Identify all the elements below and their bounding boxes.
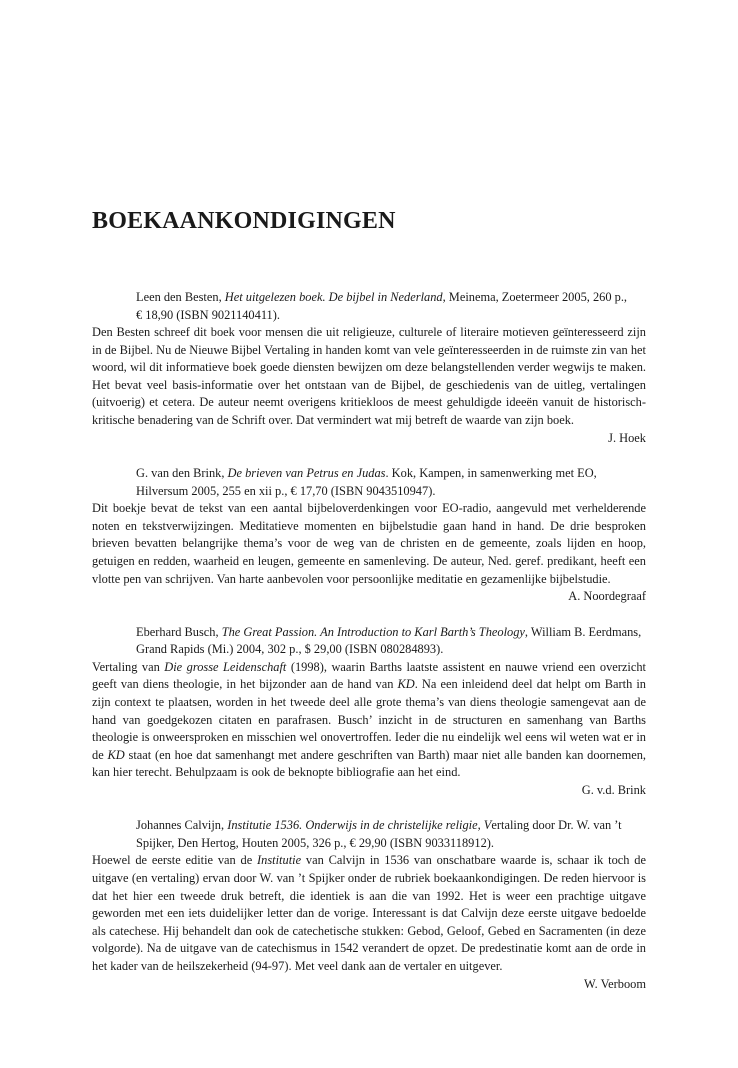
reviewer-name: W. Verboom [584,976,646,991]
book-citation [92,624,646,659]
citation-publisher: ertaling door Dr. W. van ’t [491,818,622,833]
review-busch [92,624,646,800]
citation-title: The Great Passion. An Introduction to Karl Barth’s Theology [221,624,525,639]
citation-publisher: , William B. Eerdmans, [524,624,642,639]
body-text-segment: (1998), waarin Barths laatste assistent en nauwe vriend een overzicht geeft van diens theologie, in het bijzonder aan de hand van [92,659,646,692]
reviewer-name: A. Noordegraaf [568,589,646,604]
review-body [92,659,646,782]
review-den-besten [92,289,646,447]
body-italic-title: Die grosse Leidenschaft [164,659,287,674]
citation-author: G. van den Brink, [136,466,228,481]
citation-publisher-line2: Spijker, Den Hertog, Houten 2005, 326 p., € 29,90 (ISBN 9033118912). [136,835,494,850]
citation-title: De brieven van Petrus en Judas [227,466,386,481]
citation-publisher-line2: Hilversum 2005, 255 en xii p., € 17,70 (ISBN 9043510947). [136,483,436,498]
reviewer-name: G. v.d. Brink [581,782,646,797]
body-text-segment: Hoewel de eerste editie van de [92,853,258,868]
body-italic-title: Institutie [257,853,302,868]
citation-author: Johannes Calvijn, [136,818,228,833]
citation-publisher: Meinema, Zoetermeer 2005, 260 p., [445,290,628,304]
reviewer-name: J. Hoek [608,430,646,445]
review-calvijn [92,817,646,993]
body-italic-abbrev: KD [397,677,415,692]
citation-author: Leen den Besten, [136,290,225,304]
book-citation [92,289,646,324]
body-text-segment: Vertaling van [92,659,165,674]
citation-publisher: . Kok, Kampen, in samenwerking met EO, [385,466,597,481]
review-van-den-brink [92,465,646,606]
body-text-segment: . Na een inleidend deel dat helpt om Barth in zijn context te plaatsen, worden in het tweede deel alle grote thema’s van diens theologie samengevat aan de hand van goedgekozen citaten en parafrasen. Busch’ inzicht in de structuren en samenhang van Barths theologie is onweersproken en misschien wel onovertroffen. Ieder die nu eindelijk wel eens wil weten wat er in de [92,677,646,762]
body-text-segment: van Calvijn in 1536 van onschatbare waarde is, schaar ik toch de uitgave (en vertaling) ervan door W. van ’t Spijker onder de rubriek boekaankondigingen. De reden hiervoor is dat het hier een tweede druk betreft, die identiek is aan die van 1992. Het is weer een prachtige uitgave geworden met een iets duidelijker letter dan de vorige. Interessant is dat Calvijn deze eerste uitgave bedoelde als catechese. Hij behandelt dan ook de catechetische stukken: Gebod, Geloof, Gebed en Sacramenten (in deze volgorde). Na de uitgave van de catechismus in 1542 verandert de opzet. De predestinatie komt aan de orde in het kader van de heilszekerheid (94-97). Met veel dank aan de vertaler en uitgever. [92,853,646,974]
citation-publisher-line2: € 18,90 (ISBN 9021140411). [136,307,280,322]
citation-title: Institutie 1536. Onderwijs in de christelijke religie, V [227,818,492,833]
book-citation [92,817,646,852]
citation-publisher-line2: Grand Rapids (Mi.) 2004, 302 p., $ 29,00 (ISBN 080284893). [136,642,444,657]
body-italic-abbrev: KD [107,747,125,762]
review-body [92,852,646,975]
citation-title: Het uitgelezen boek. De bijbel in Nederland, [224,290,446,304]
reviews-list [92,289,646,1011]
page-title: BOEKAANKONDIGINGEN [92,208,396,234]
citation-author: Eberhard Busch, [136,624,222,639]
book-citation [92,465,646,500]
review-body: Den Besten schreef dit boek voor mensen die uit religieuze, culturele of literaire motieven geïnteresseerd zijn in de Bijbel. Nu de Nieuwe Bijbel Vertaling in handen komt van vele geïnteresseerden in de ruimste zin van het woord, wil dit informatieve boek goede diensten bewijzen om deze belangstellenden verder wegwijs te maken. Het bevat veel basis-informatie over het ontstaan van de Bijbel, de geschiedenis van de uitleg, vertalingen (uitvoerig) et cetera. De auteur neemt overigens kritiekloos de meest gehuldigde ideeën vanuit de historisch- kritische benadering van de Schrift over. Dat vermindert wat mij betreft de waarde van zijn boek. [92,325,646,427]
review-body: Dit boekje bevat de tekst van een aantal bijbeloverdenkingen voor EO-radio, aangevuld met verhelderende noten en tekstverwijzingen. Meditatieve momenten en bijbelstudie gaan hand in hand. De drie besproken brieven bevatten belangrijke thema’s voor de weg van de christen en de gemeente, zoals lijden en hoop, getuigen en redden, waarheid en leugen, gemeente en samenleving. De auteur, Ned. geref. predikant, heeft een vlotte pen van schrijven. Van harte aanbevolen voor persoonlijke meditatie en gezamenlijke bijbelstudie. [92,501,646,586]
body-text-segment: staat (en hoe dat samenhangt met andere geschriften van Barth) maar niet alle banden kan doornemen, kan hier terecht. Behulpzaam is ook de beknopte bibliografie aan het eind. [92,747,647,780]
